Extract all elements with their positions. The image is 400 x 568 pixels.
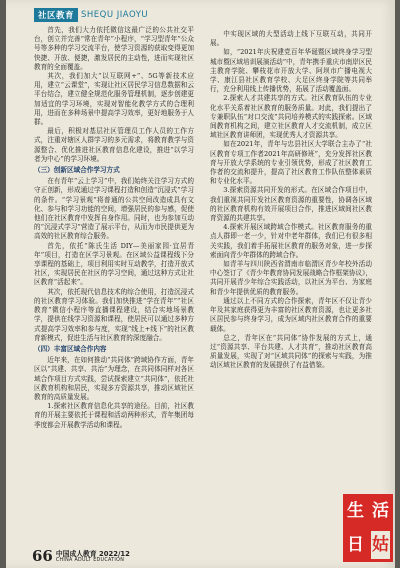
magazine-title: 中国成人教育 2022/12 [55,550,130,558]
paragraph: 首先，我们大力依托微信这最广泛的公共社交平台，创立并完善“常在青年”小程序，“学习型青年”公众号等多种的学习交流平台，使学习资源的获取变得更加快捷、开放、便捷，激发居民的主动性，进而实现社区教育的全面覆盖。 [34,26,194,71]
paragraph: 首先，依托“陈氏生活 DIY—美丽家园·宜居青年”项目，打造在区学习景观。在区域公益课程线下分享课程的基础上，项目利用实时互动教学，打造开放式社区，实现居民在社区的学习空间，通过这种方式让社区教育“活起来”。 [34,241,194,287]
stamp-char: 生 [347,500,364,521]
magazine-page [6,0,395,568]
paragraph: 其次，依托现代信息技术的综合使用，打造沉浸式的社区教育学习体验。我们加快推进“学在青年”“社区教育”微信小程序等直播课程建设，结合实地场景教学，提供在线学习资源和课程，使居民可以通过多种方式提高学习效率和参与度，实现“线上+线下”的社区教育新模式，促进生活与社区教育的深度融合。 [34,287,194,342]
paragraph: 最后，积极对基层社区管理员工作人员的工作方式，注重对辖区人群学习的多元需求，将教育教学与资源整合、优化推进社区教育信息化建设，推进“以学习者为中心”的学习环境。 [34,127,194,163]
stamp-char: 日 [347,534,364,555]
paragraph: 中实现区域的大型活动上线下互联互动，共同开展。 [210,30,372,48]
section-tag: 社区教育 [34,8,78,22]
right-column [210,30,372,371]
left-column [34,26,194,430]
paragraph: 在有青年“云上学习”中，我们始终关注学习方式的守正创新，形成通过学习课程打造和创造“沉浸式”学习的条件。“学习景观”将普通的公共空间改造成具有文化、参与和学习功能的空间，增强居民的参与感，促使他们在社区教育中发挥自身作用。同时，也为参加互动的“沉浸式学习”营造了展示平台，从而为市民提供更为高效的社区教育综合服务。 [34,177,194,241]
magazine-title-en: CHINA ADULT EDUCATION [55,558,125,563]
watermark-stamp [343,494,393,562]
paragraph: 4.探索开展区域跨域合作模式。社区教育服务的重点人群即一老一少，针对中老年群体，我们已有很多相关实践，我们着手拓展社区教育的服务对象，进一步探索面向青少年群体的跨域合作。 [210,223,372,259]
paragraph: 通过以上不同方式的合作探索，青年区不仅让青少年及其家庭获得更为丰富的社区教育资源，也让更多社区居民参与终身学习，成为区域内社区教育合作的重要载体。 [210,296,372,333]
section-pinyin: SHEQU JIAOYU [81,9,149,20]
paragraph: 近年来，在如何推动“共同体”跨域协作方面，青年区以“共建、共享、共治”为理念，在共同体同样对各区域合作项目方式实践，尝试探索建立“共同体”，依托社区教育机构和居民，实现多方资源共享，推动区域社区教育的高质量发展。 [34,356,194,401]
paragraph: 如，“2021年庆祝建党百年华诞暨区域终身学习型城市暨区域培训展演活动”中，青年携手重庆市南岸区民主教育学院、攀枝花市开放大学、阿坝市广播电视大学、康江县社区教育学校、大足区终身学院等共同举行，充分利用线上传播优势，拓展了活动覆盖面。 [210,48,372,94]
paragraph: 其次，我们加大“以互联网+”、5G等新技术应用，建立“云课堂”，实现让社区居民学习信息数据和云平台结合，建立健全规范化服务管理机制，逐步创建更加适宜的学习环境，实现对智能化教学方式的合理利用，进而在多种场景中提高学习效率，更好地服务于人群。 [34,72,194,127]
paragraph: 如在2021年，青年与忠县社区大学联合主办了“社区教育专项工作者2021年高研修班”，充分发挥社区教育与开放大学系统的专业引领优势，形成了社区教育工作者的交流和提升，提高了社区教育工作队伍整体素质和专业化水平。 [210,140,372,186]
paragraph: 如青羊与四川陕西省渭南市临渭区青少年校外活动中心签订了《青少年教育协同发展战略合作框架协议》，共同开展青少年综合实践活动，以社区为平台、为家庭和青少年提供优质的教育服务。 [210,260,372,296]
paragraph: 总之，青年区在“共同体”协作发展的方式上，通过“资源共享、平台共建、人才共育”，推动社区教育高质量发展，实现了对“区域共同体”的探索与实践，为推动区域社区教育的发展提供了有益借鉴。 [210,333,372,370]
section-header [34,8,202,21]
paragraph: 1.探索社区教育信息化共享的途径。目前，社区教育的开展主要依托于课程和活动两种形式，青年集团每季度都会开展教学活动和课程。 [34,402,194,429]
subheading: （三）创新区域合作学习方式 [34,166,120,175]
paragraph: 2.探索人才共建共享的方式。社区教育队伍的专业化水平关系着社区教育的服务质量。对此，我们提出了专兼职队伍“对口交流”共同培养模式的实践探索。区域间教育机构之间，建立社区教育人才交流机制，成立区域社区教育讲师团，实现优秀人才资源共享。 [210,94,372,140]
page-footer [32,544,130,564]
paragraph: 3.探索资源共同开发的形式。在区域合作项目中，我们重视共同开发社区教育资源的重要性，协调各区域的社区教育机构有效开展项目合作，推进区域间社区教育资源的共建共享。 [210,186,372,223]
magazine-info [56,550,130,564]
stamp-char: 活 [372,500,389,521]
page-number: 66 [32,547,53,565]
subheading: （四）丰富区域合作内容 [34,344,107,353]
stamp-char: 姑 [371,531,390,559]
